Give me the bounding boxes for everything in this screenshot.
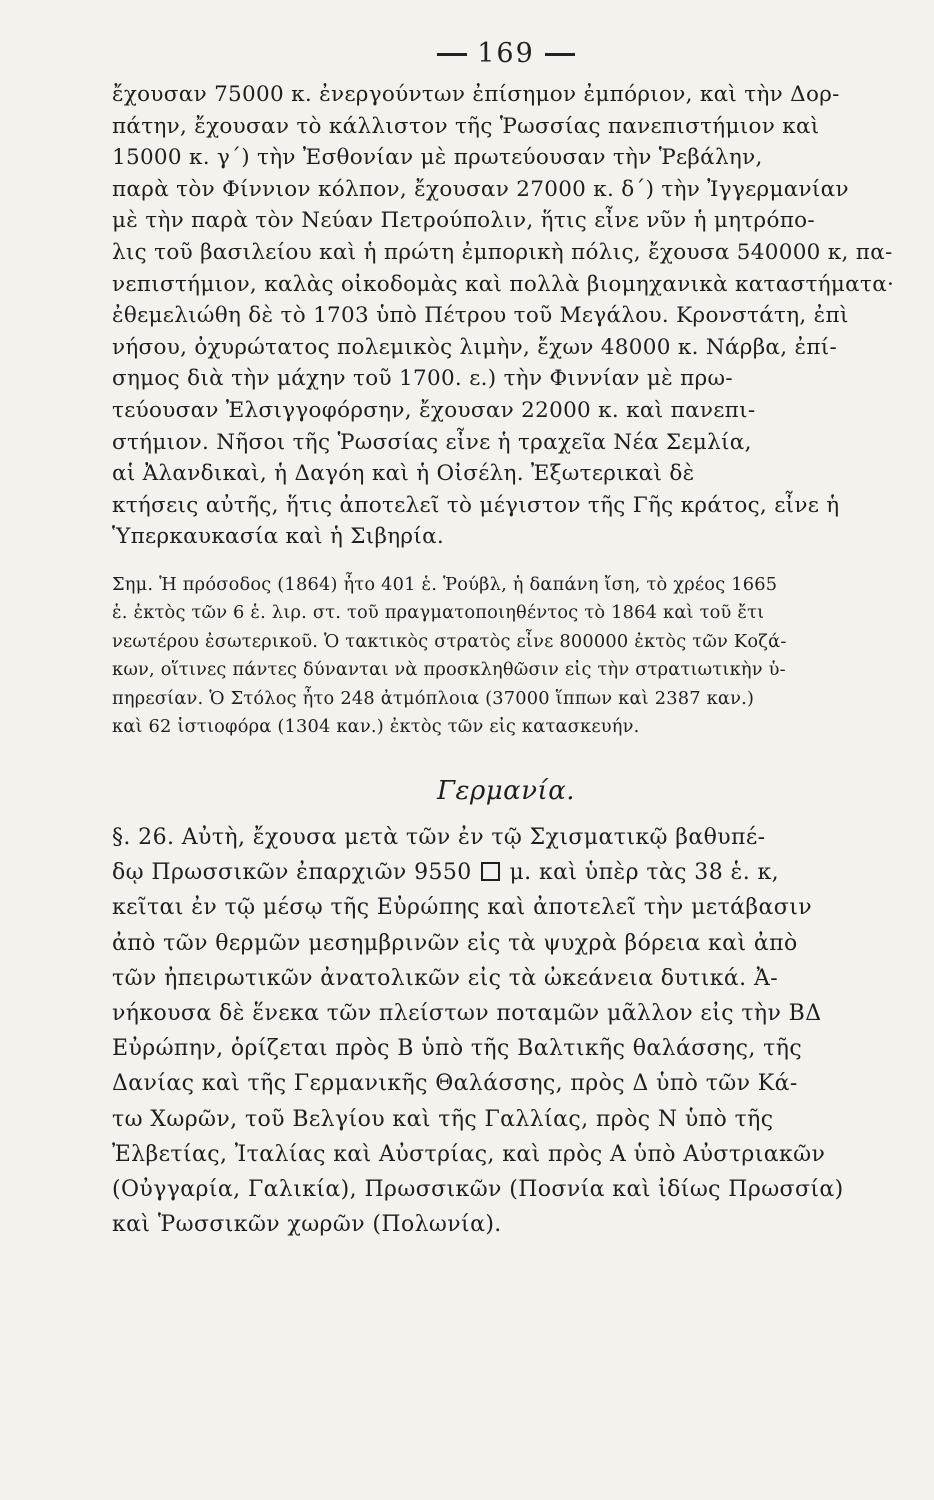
page-number [112, 38, 900, 69]
section-text-block [112, 820, 900, 1242]
section-line-part: δῳ Πρωσσικῶν ἐπαρχιῶν 9550 [112, 860, 472, 886]
page-number-text: 169 [477, 38, 535, 69]
square-symbol-icon [481, 862, 500, 881]
main-text-block [112, 79, 900, 553]
text-line: σημος διὰ τὴν μάχην τοῦ 1700. ε.) τὴν Φιννίαν μὲ πρω- [112, 366, 733, 392]
section-heading: Γερμανία. [436, 775, 576, 806]
note-line: κων, οἵτινες πάντες δύνανται νὰ προσκληθῶσιν εἰς τὴν στρατιωτικὴν ὑ- [112, 659, 786, 681]
section-line: τω Χωρῶν, τοῦ Βελγίου καὶ τῆς Γαλλίας, πρὸς Ν ὑπὸ τῆς [112, 1106, 774, 1132]
text-line: Ὑπερκαυκασία καὶ ἡ Σιβηρία. [112, 524, 445, 550]
section-line: Δανίας καὶ τῆς Γερμανικῆς Θαλάσσης, πρὸς Δ ὑπὸ τῶν Κά- [112, 1071, 798, 1097]
text-line: αἱ Ἀλανδικαὶ, ἡ Δαγόη καὶ ἡ Οἰσέλη. Ἐξωτερικαὶ δὲ [112, 461, 695, 487]
section-line-part: μ. καὶ ὑπὲρ τὰς 38 ἑ. κ, [509, 860, 780, 886]
text-line: πάτην, ἔχουσαν τὸ κάλλιστον τῆς Ῥωσσίας πανεπιστήμιον καὶ [112, 113, 820, 139]
text-line: 15000 κ. γ´) τὴν Ἐσθονίαν μὲ πρωτεύουσαν τὴν Ῥεβάλην, [112, 145, 763, 171]
section-line: Ἐλβετίας, Ἰταλίας καὶ Αὐστρίας, καὶ πρὸς Α ὑπὸ Αὐστριακῶν [112, 1141, 826, 1167]
section-line: (Οὐγγαρία, Γαλικία), Πρωσσικῶν (Ποσνία καὶ ἰδίως Πρωσσία) [112, 1176, 844, 1202]
section-line: Εὐρώπην, ὁρίζεται πρὸς Β ὑπὸ τῆς Βαλτικῆς θαλάσσης, τῆς [112, 1036, 803, 1062]
note-line: ἑ. ἐκτὸς τῶν 6 ἑ. λιρ. στ. τοῦ πραγματοποιηθέντος τὸ 1864 καὶ τοῦ ἔτι [112, 602, 765, 624]
text-line: νήσου, ὀχυρώτατος πολεμικὸς λιμὴν, ἔχων 48000 κ. Νάρβα, ἐπί- [112, 334, 838, 360]
text-line: μὲ τὴν παρὰ τὸν Νεύαν Πετρούπολιν, ἥτις εἶνε νῦν ἡ μητρόπο- [112, 208, 815, 234]
section-line: κεῖται ἐν τῷ μέσῳ τῆς Εὐρώπης καὶ ἀποτελεῖ τὴν μετάβασιν [112, 895, 813, 921]
text-line: τεύουσαν Ἐλσιγγοφόρσην, ἔχουσαν 22000 κ. καὶ πανεπι- [112, 397, 756, 423]
note-line: Σημ. Ἡ πρόσοδος (1864) ἦτο 401 ἑ. Ῥούβλ, ἡ δαπάνη ἴση, τὸ χρέος 1665 [112, 573, 778, 595]
section-line: ἀπὸ τῶν θερμῶν μεσημβρινῶν εἰς τὰ ψυχρὰ βόρεια καὶ ἀπὸ [112, 930, 798, 956]
note-line: καὶ 62 ἱστιοφόρα (1304 καν.) ἐκτὸς τῶν εἰς κατασκευήν. [112, 716, 640, 738]
text-line: νεπιστήμιον, καλὰς οἰκοδομὰς καὶ πολλὰ βιομηχανικὰ καταστήματα· [112, 271, 895, 297]
section-line: νήκουσα δὲ ἕνεκα τῶν πλείστων ποταμῶν μᾶλλον εἰς τὴν ΒΔ [112, 1000, 822, 1026]
section-line: τῶν ἠπειρωτικῶν ἀνατολικῶν εἰς τὰ ὠκεάνεια δυτικά. Ἀ- [112, 965, 779, 991]
note-line: νεωτέρου ἐσωτερικοῦ. Ὁ τακτικὸς στρατὸς εἶνε 800000 ἐκτὸς τῶν Κοζά- [112, 630, 787, 652]
text-line: λις τοῦ βασιλείου καὶ ἡ πρώτη ἐμπορικὴ πόλις, ἔχουσα 540000 κ, πα- [112, 239, 893, 265]
section-line: καὶ Ῥωσσικῶν χωρῶν (Πολωνία). [112, 1212, 502, 1238]
footnote-block [112, 571, 900, 742]
text-line: κτήσεις αὐτῆς, ἥτις ἀποτελεῖ τὸ μέγιστον τῆς Γῆς κράτος, εἶνε ἡ [112, 492, 840, 518]
text-line: παρὰ τὸν Φίννιον κόλπον, ἔχουσαν 27000 κ. δ´) τὴν Ἰγγερμανίαν [112, 176, 849, 202]
text-line: ἔχουσαν 75000 κ. ἐνεργούντων ἐπίσημον ἐμπόριον, καὶ τὴν Δορ- [112, 82, 840, 107]
text-line: στήμιον. Νῆσοι τῆς Ῥωσσίας εἶνε ἡ τραχεῖα Νέα Σεμλία, [112, 429, 752, 455]
dash-right [545, 53, 575, 56]
section-line: §. 26. Αὐτὴ, ἔχουσα μετὰ τῶν ἐν τῷ Σχισματικῷ βαθυπέ- [112, 824, 766, 850]
section-line-with-square [112, 855, 900, 890]
dash-left [437, 53, 467, 56]
text-line: ἐθεμελιώθη δὲ τὸ 1703 ὑπὸ Πέτρου τοῦ Μεγάλου. Κρονστάτη, ἐπὶ [112, 303, 849, 329]
note-line: πηρεσίαν. Ὁ Στόλος ἦτο 248 ἀτμόπλοια (37000 ἵππων καὶ 2387 καν.) [112, 687, 755, 709]
